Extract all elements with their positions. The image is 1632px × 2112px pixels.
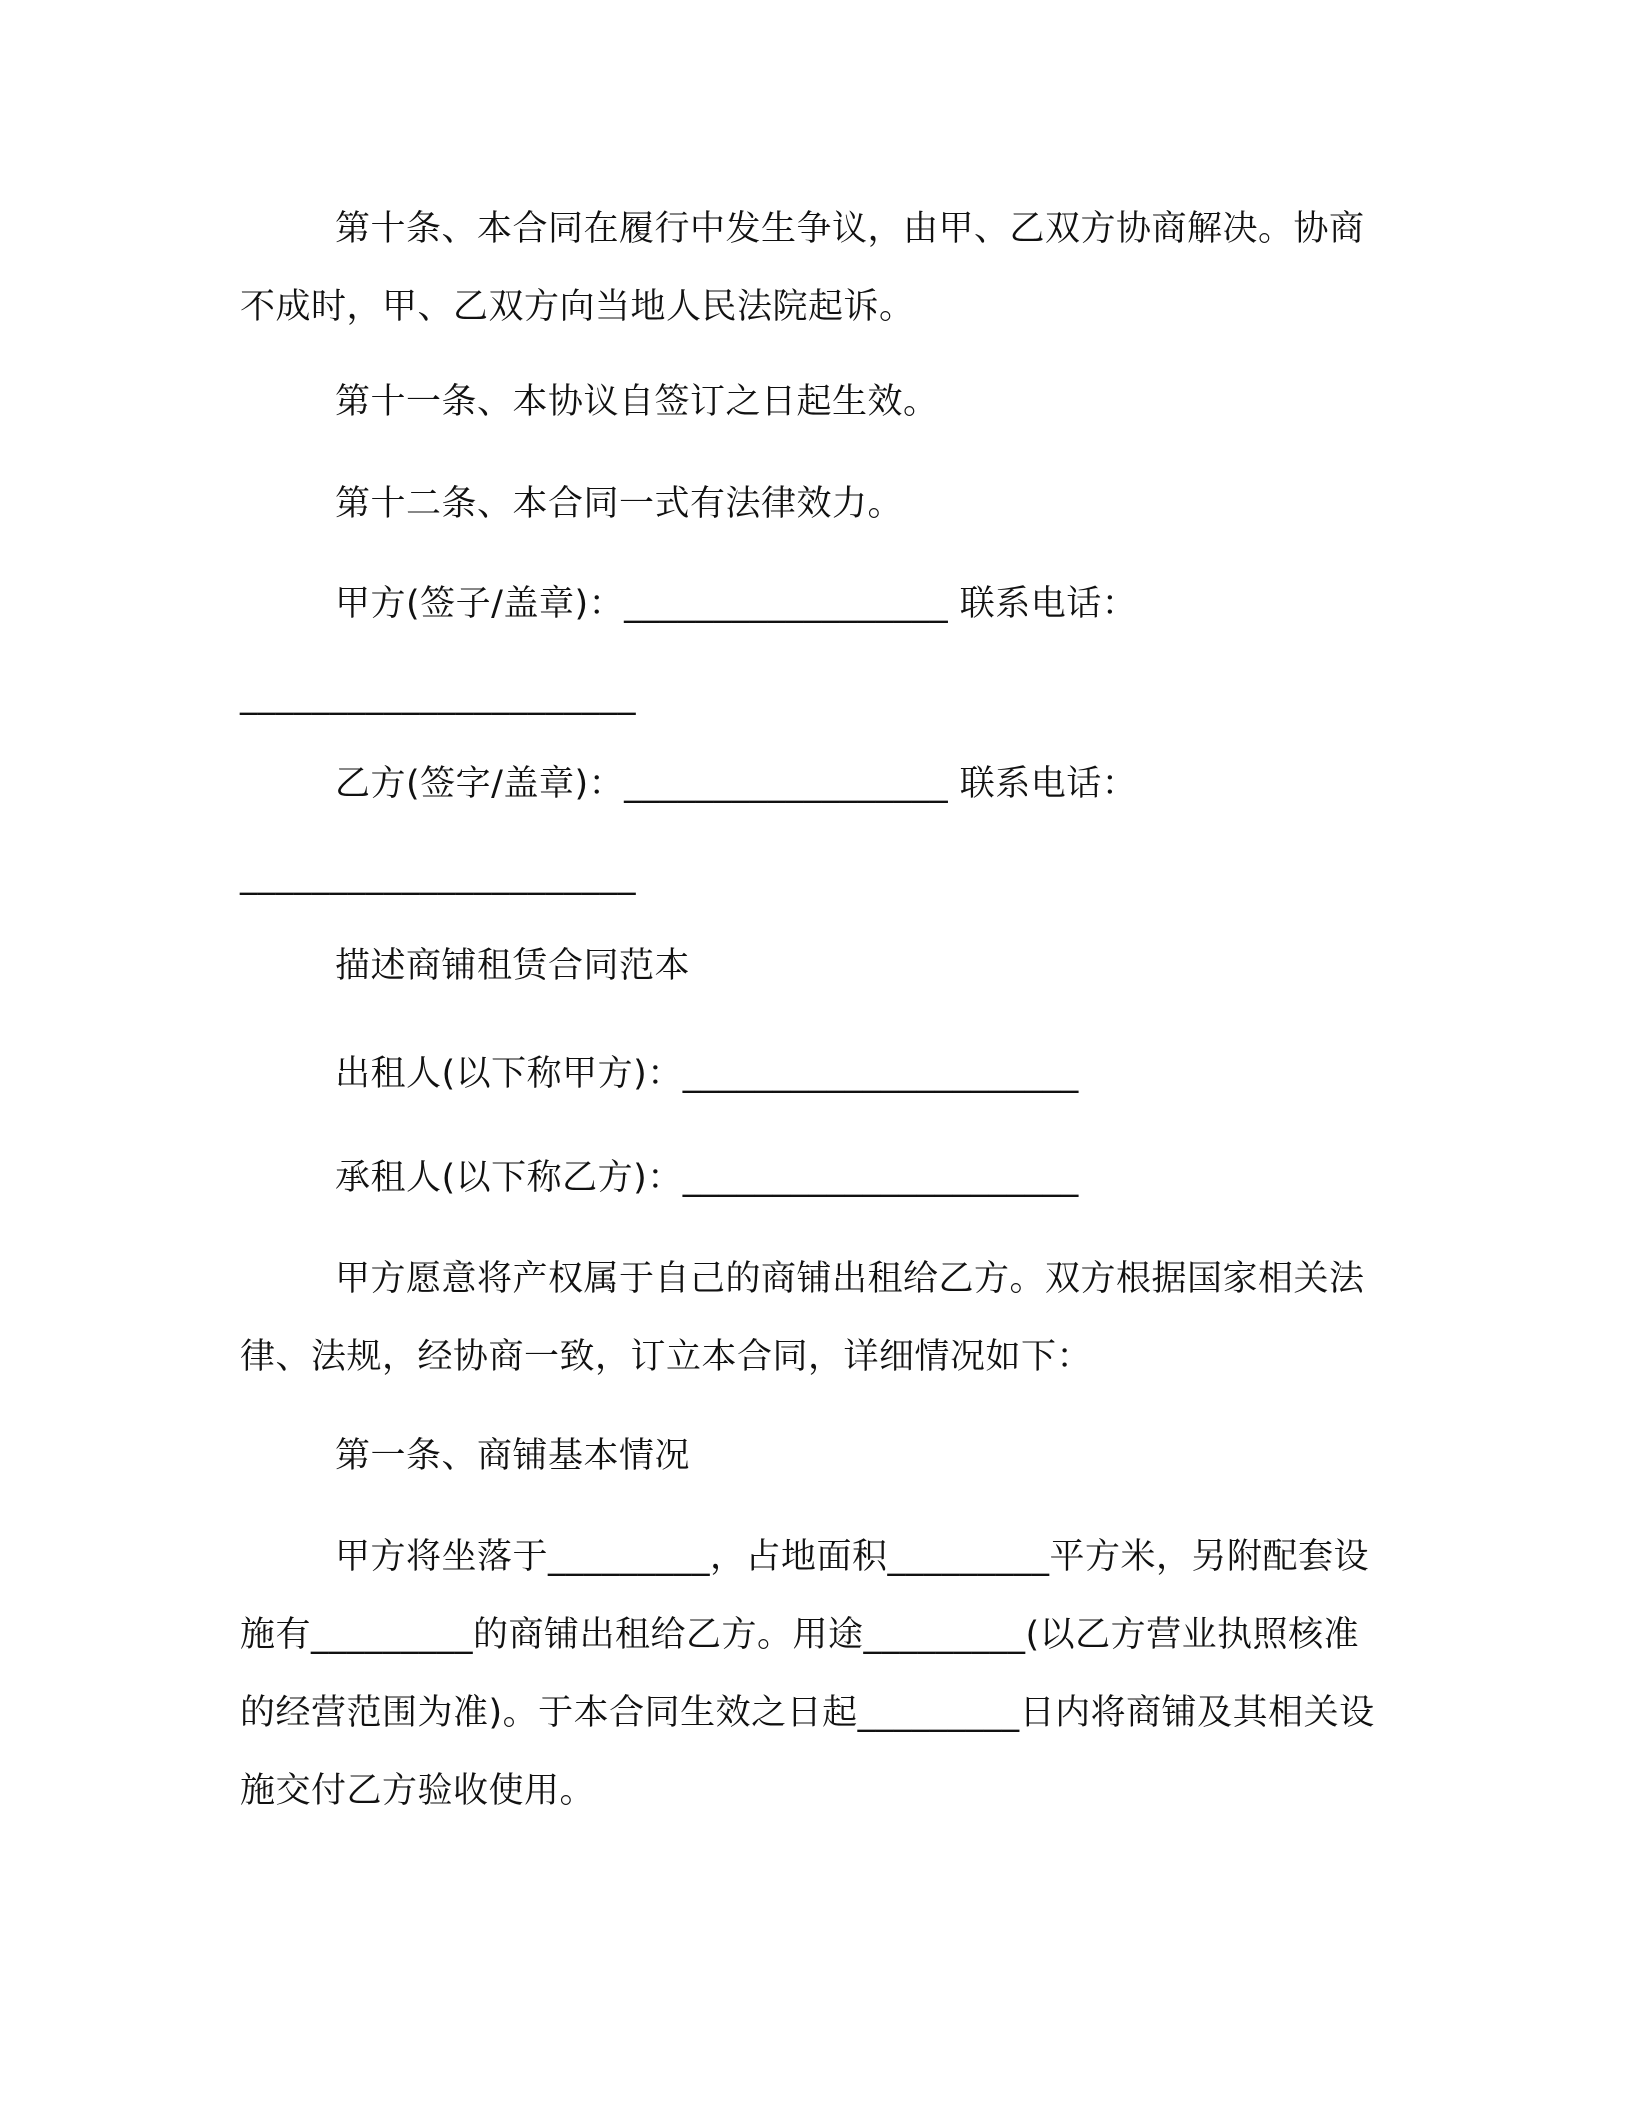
party-b-signature-line: 乙方(签字/盖章)：__________________ 联系电话： (335, 764, 1138, 804)
article-1-body: 甲方将坐落于_________，占地面积_________平方米，另附配套设施有_________的商铺出租给乙方。用途_________(以乙方营业执照核准的经营范围为准)。于本合同生效之日起_________日内将商铺及其相关设施交付乙方验收使用。 (240, 1537, 1375, 1811)
template-title: 描述商铺租赁合同范本 (335, 946, 691, 986)
article-10: 第十条、本合同在履行中发生争议，由甲、乙双方协商解决。协商不成时，甲、乙双方向当地人民法院起诉。 (240, 209, 1365, 327)
intro-paragraph: 甲方愿意将产权属于自己的商铺出租给乙方。双方根据国家相关法律、法规，经协商一致，订立本合同，详细情况如下： (240, 1259, 1365, 1377)
party-b-phone-blank: ______________________ (240, 856, 636, 896)
article-12: 第十二条、本合同一式有法律效力。 (335, 484, 904, 524)
lessor-line: 出租人(以下称甲方)：______________________ (335, 1054, 1079, 1094)
lessee-line: 承租人(以下称乙方)：______________________ (335, 1158, 1079, 1198)
article-11: 第十一条、本协议自签订之日起生效。 (335, 382, 939, 422)
party-a-signature-line: 甲方(签子/盖章)：__________________ 联系电话： (335, 584, 1138, 624)
article-1-title: 第一条、商铺基本情况 (335, 1436, 691, 1476)
party-a-phone-blank: ______________________ (240, 676, 636, 716)
